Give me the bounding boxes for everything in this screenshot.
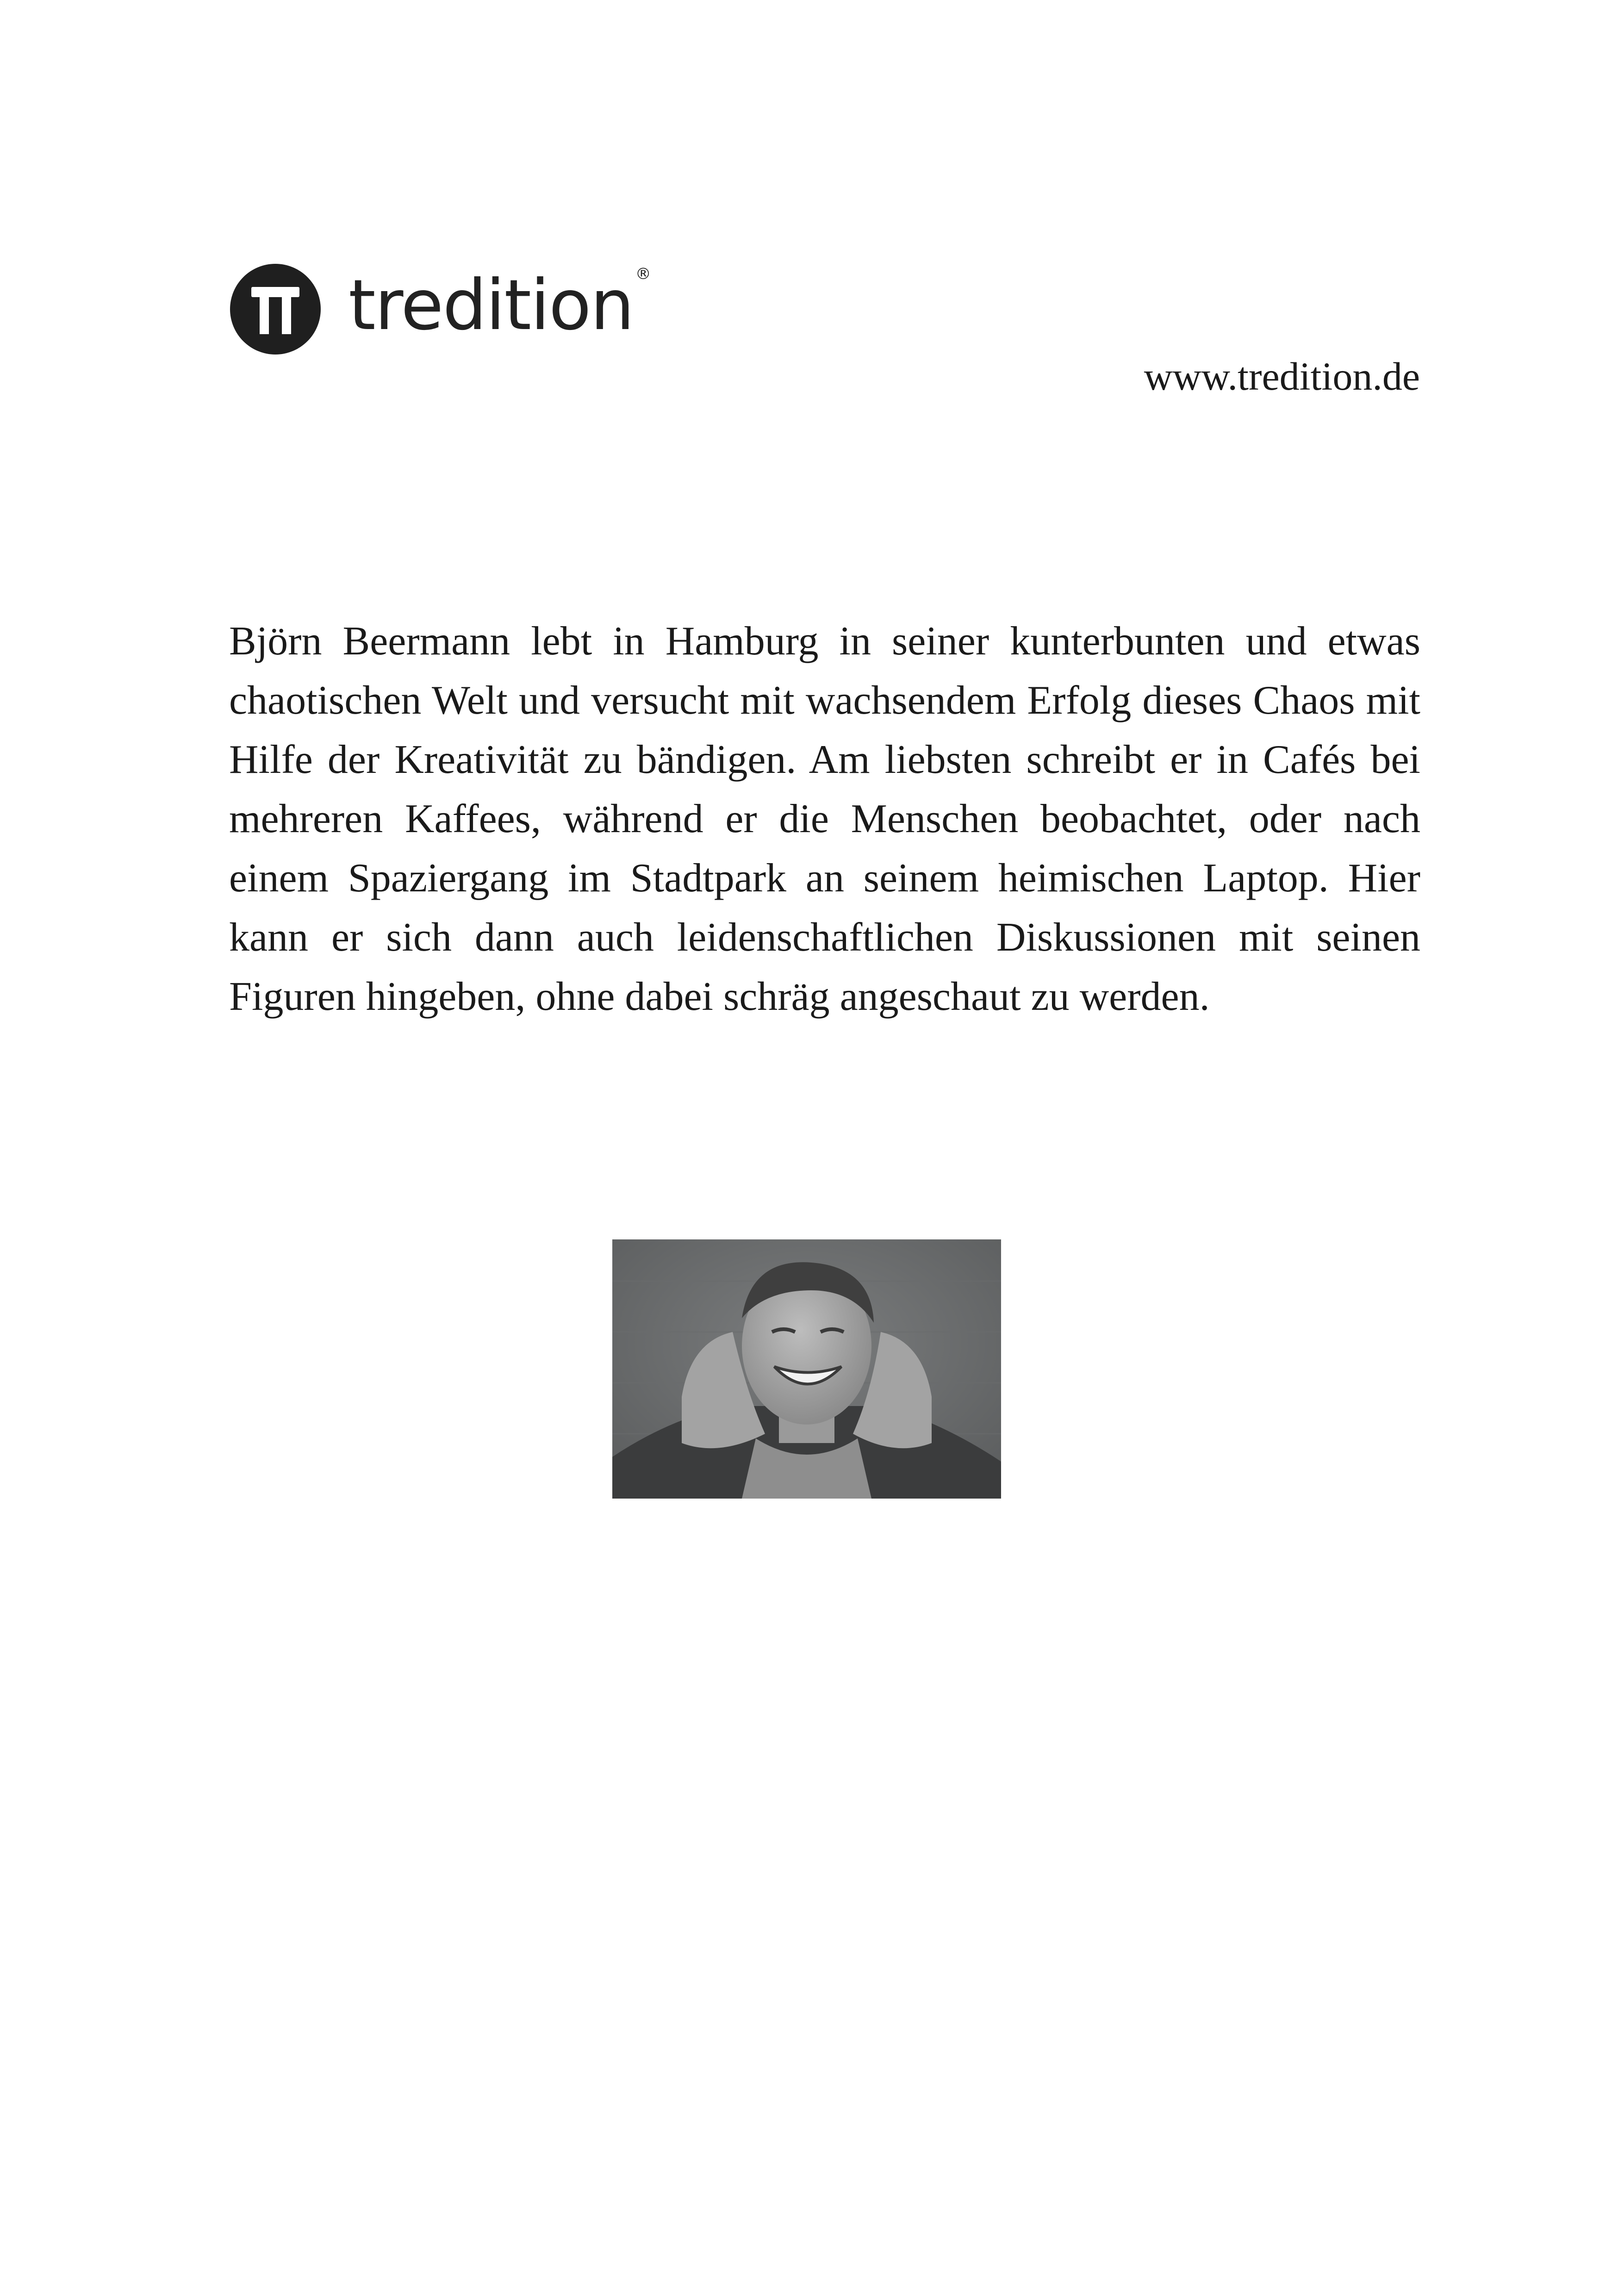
author-photo [612,1239,1001,1499]
publisher-website: www.tredition.de [1144,354,1420,398]
publisher-name: tredition [348,265,634,346]
registered-mark: ® [635,264,651,283]
publisher-logo [229,259,692,359]
author-portrait-photo [612,1239,1001,1499]
tredition-t-logo-icon [229,263,322,355]
author-bio: Björn Beermann lebt in Hamburg in seiner kunterbunten und etwas chaotischen Welt und versucht mit wachsendem Erfolg dieses Chaos mit Hilfe der Kreativität zu bändigen. Am liebsten schreibt er in Cafés bei mehreren Kaffees, während er die Menschen beobachtet, oder nach einem Spaziergang im Stadtpark an seinem heimischen Laptop. Hier kann er sich dann auch leidenschaftlichen Diskussionen mit seinen Figuren hingeben, ohne dabei schräg angeschaut zu werden. [229,619,1420,1019]
